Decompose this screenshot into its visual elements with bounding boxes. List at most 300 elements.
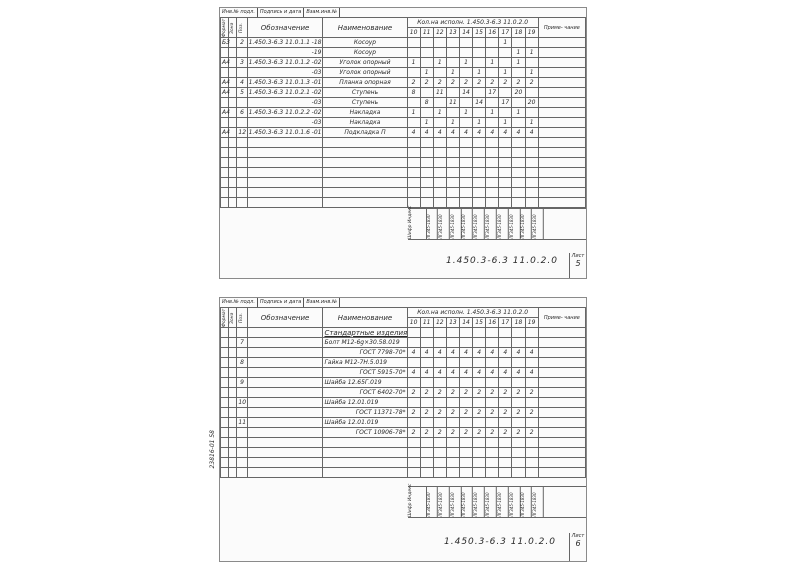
- cell-empty: [446, 198, 459, 208]
- cell-qty: [486, 398, 499, 408]
- cell-empty: [247, 468, 323, 478]
- variant-header: 18: [512, 28, 525, 38]
- cell-empty: [323, 138, 407, 148]
- cell-empty: [446, 138, 459, 148]
- cell-qty: [512, 358, 525, 368]
- col-qty: Кол.на исполн. 1.450.3-6.3 11.0.2.0: [407, 308, 538, 318]
- cell-qty: 4: [525, 348, 538, 358]
- cell-qty: [473, 38, 486, 48]
- col-note: Приме- чание: [538, 308, 585, 328]
- cell-pos: [237, 118, 247, 128]
- cell-qty: [420, 378, 433, 388]
- cell-empty: [538, 168, 585, 178]
- sheet-number: 5: [575, 259, 581, 268]
- cell-qty: [525, 418, 538, 428]
- cell-qty: [486, 378, 499, 388]
- cell-empty: [237, 448, 247, 458]
- designation-suffix: -01: [311, 128, 322, 136]
- cell-empty: [525, 448, 538, 458]
- cell-qty: 2: [433, 428, 446, 438]
- col-qty: Кол.на исполн. 1.450.3-6.3 11.0.2.0: [407, 18, 538, 28]
- cell-name: Накладка: [323, 108, 407, 118]
- cell-zone: [229, 368, 237, 378]
- cell-empty: [538, 178, 585, 188]
- cell-qty: [407, 398, 420, 408]
- cell-format: А4: [222, 58, 230, 66]
- cell-empty: [237, 148, 247, 158]
- cell-note: [538, 58, 585, 68]
- designation-text: 1.450.3-6.3 11.0.2.2: [248, 108, 310, 116]
- cell-empty: [420, 468, 433, 478]
- cell-qty: 4: [499, 368, 512, 378]
- cell-name: ГОСТ 5915-70*: [323, 368, 407, 378]
- cell-qty: [420, 38, 433, 48]
- designation-suffix: -02: [311, 58, 322, 66]
- cell-qty: [407, 118, 420, 128]
- stamp-label: Шифр: [408, 224, 413, 239]
- cell-qty: [525, 338, 538, 348]
- cell-empty: [237, 158, 247, 168]
- cell-format: [221, 368, 229, 378]
- cell-empty: [486, 468, 499, 478]
- cell-note: [538, 398, 585, 408]
- cell-empty: [538, 438, 585, 448]
- cell-zone: [229, 338, 237, 348]
- cell-qty: [446, 88, 459, 98]
- table-row-empty: [221, 168, 586, 178]
- cell-qty: 2: [499, 408, 512, 418]
- cell-name: Косоур: [323, 38, 407, 48]
- cell-format: [221, 378, 229, 388]
- cell-empty: [420, 458, 433, 468]
- designation-text: 1.450.3-6.3 11.0.1.2: [248, 58, 310, 66]
- cell-empty: [420, 178, 433, 188]
- cell-qty: [473, 58, 486, 68]
- cell-qty: 1: [499, 38, 512, 48]
- cell-designation: [247, 58, 323, 68]
- cell-qty: [486, 98, 499, 108]
- cell-qty: 2: [446, 408, 459, 418]
- cell-empty: [420, 168, 433, 178]
- cell-format: [221, 48, 229, 58]
- table-row: [221, 128, 586, 138]
- cell-empty: [525, 198, 538, 208]
- cell-empty: [512, 198, 525, 208]
- cell-zone: [229, 348, 237, 358]
- table-row: [221, 418, 586, 428]
- cell-qty: [433, 338, 446, 348]
- cell-empty: [486, 188, 499, 198]
- cell-empty: [446, 148, 459, 158]
- cell-format: [221, 348, 229, 358]
- cell-empty: [237, 138, 247, 148]
- cell-empty: [459, 148, 472, 158]
- designation-suffix: -03: [311, 68, 322, 76]
- cell-qty: 4: [459, 368, 472, 378]
- cell-name: Болт М12-6g×30.58.019: [323, 338, 407, 348]
- cell-empty: [407, 438, 420, 448]
- cell-empty: [420, 138, 433, 148]
- cell-qty: 2: [407, 408, 420, 418]
- cell-format: [221, 98, 229, 108]
- cell-empty: [323, 148, 407, 158]
- cell-qty: [486, 68, 499, 78]
- cell-empty: [459, 138, 472, 148]
- cell-zone: [229, 398, 237, 408]
- variant-header: 19: [525, 318, 538, 328]
- cell-note: [538, 48, 585, 58]
- cell-qty: 4: [407, 348, 420, 358]
- cell-empty: [525, 138, 538, 148]
- cell-format: [221, 398, 229, 408]
- cell-qty: [512, 38, 525, 48]
- cell-qty: [525, 58, 538, 68]
- cell-qty: 2: [512, 428, 525, 438]
- cell-zone: [229, 408, 237, 418]
- cell-qty: [407, 338, 420, 348]
- cell-empty: [247, 458, 323, 468]
- cell-empty: [499, 158, 512, 168]
- cell-qty: [473, 358, 486, 368]
- cell-note: [538, 118, 585, 128]
- cell-empty: [459, 178, 472, 188]
- cell-empty: [512, 468, 525, 478]
- cell-empty: [323, 458, 407, 468]
- cell-qty: [486, 38, 499, 48]
- cell-qty: 2: [486, 78, 499, 88]
- cell-designation: [247, 398, 323, 408]
- variant-header: 10: [407, 28, 420, 38]
- variant-header: 13: [446, 318, 459, 328]
- cell-qty: [525, 108, 538, 118]
- cell-qty: [420, 58, 433, 68]
- table-row: [221, 68, 586, 78]
- table-row-empty: [221, 458, 586, 468]
- cell-empty: [229, 138, 237, 148]
- cell-qty: [407, 38, 420, 48]
- cell-qty: [446, 58, 459, 68]
- cell-empty: [473, 458, 486, 468]
- cell-name: Подкладка П: [323, 128, 407, 138]
- cell-empty: [446, 188, 459, 198]
- stamp-code: ЛГ345-1830: [520, 209, 532, 239]
- cell-empty: [221, 468, 229, 478]
- cell-pos: 11: [238, 418, 247, 426]
- stamp-code: ЛГ345-1830: [438, 209, 450, 239]
- cell-qty: 1: [486, 108, 499, 118]
- cell-empty: [499, 458, 512, 468]
- cell-empty: [221, 188, 229, 198]
- cell-qty: 1: [433, 58, 446, 68]
- cell-empty: [459, 468, 472, 478]
- cell-qty: [459, 418, 472, 428]
- cell-name: Гайка М12-7Н.5.019: [323, 358, 407, 368]
- cell-empty: [525, 178, 538, 188]
- cell-empty: [538, 468, 585, 478]
- cell-name: Планка опорная: [323, 78, 407, 88]
- cell-empty: [433, 188, 446, 198]
- cell-qty: [420, 358, 433, 368]
- cell-empty: [525, 188, 538, 198]
- cell-empty: [446, 178, 459, 188]
- table-row: [221, 358, 586, 368]
- cell-pos: [237, 388, 247, 398]
- sheet-number-box: [569, 533, 586, 561]
- cell-empty: [473, 468, 486, 478]
- cell-designation: [247, 378, 323, 388]
- cell-qty: [499, 358, 512, 368]
- cell-empty: [459, 188, 472, 198]
- cell-qty: 1: [499, 68, 512, 78]
- cell-qty: 1: [525, 68, 538, 78]
- stamp-code: ЛГ345-1830: [532, 209, 544, 239]
- cell-empty: [221, 438, 229, 448]
- cell-qty: [473, 108, 486, 118]
- cell-designation: [247, 128, 323, 138]
- cell-pos: 6: [237, 108, 247, 118]
- col-pos: Поз.: [237, 18, 247, 38]
- cell-empty: [323, 188, 407, 198]
- cell-qty: [512, 418, 525, 428]
- cell-qty: [459, 358, 472, 368]
- stamp-code: ЛГ345-1830: [473, 209, 485, 239]
- cell-empty: [420, 188, 433, 198]
- cell-qty: 4: [486, 128, 499, 138]
- cell-qty: [420, 398, 433, 408]
- table-row-empty: [221, 138, 586, 148]
- cell-qty: 4: [407, 368, 420, 378]
- cell-qty: 4: [420, 128, 433, 138]
- cell-qty: [512, 118, 525, 128]
- cell-qty: 4: [486, 368, 499, 378]
- cell-name: Шайба 12.01.019: [323, 418, 407, 428]
- cell-qty: [433, 378, 446, 388]
- stamp-code: ЛГ345-1830: [426, 209, 438, 239]
- cell-qty: 2: [420, 428, 433, 438]
- cell-format: [221, 118, 229, 128]
- cell-qty: 2: [512, 388, 525, 398]
- strip-cell: Взам.инв.№: [304, 298, 340, 307]
- cell-empty: [525, 148, 538, 158]
- cell-empty: [459, 158, 472, 168]
- cell-pos: 10: [238, 398, 247, 406]
- cell-qty: 4: [459, 348, 472, 358]
- cell-qty: 1: [420, 68, 433, 78]
- cell-qty: [499, 338, 512, 348]
- cell-qty: 2: [473, 78, 486, 88]
- cell-empty: [237, 168, 247, 178]
- cell-qty: [499, 88, 512, 98]
- cell-qty: [473, 418, 486, 428]
- col-zone: Зона: [229, 308, 237, 328]
- cell-qty: 1: [473, 118, 486, 128]
- cell-note: [538, 38, 585, 48]
- cell-qty: [407, 358, 420, 368]
- cell-qty: [473, 378, 486, 388]
- cell-empty: [499, 188, 512, 198]
- cell-qty: 11: [433, 88, 446, 98]
- cell-zone: [229, 378, 237, 388]
- cell-qty: [433, 398, 446, 408]
- spec-table-2: [220, 307, 586, 478]
- cell-empty: [237, 178, 247, 188]
- cell-empty: [473, 178, 486, 188]
- cell-empty: [459, 198, 472, 208]
- cell-qty: [473, 48, 486, 58]
- cell-qty: [446, 378, 459, 388]
- cell-empty: [499, 148, 512, 158]
- variant-header: 12: [433, 28, 446, 38]
- cell-name: ГОСТ 11371-78*: [323, 408, 407, 418]
- strip-cell: Инв.№ подл.: [220, 298, 258, 307]
- cell-qty: 4: [486, 348, 499, 358]
- cell-empty: [407, 158, 420, 168]
- cell-qty: 11: [446, 98, 459, 108]
- cell-qty: [459, 118, 472, 128]
- cell-qty: 4: [420, 348, 433, 358]
- designation-text: 1.450.3-6.3 11.0.2.1: [248, 88, 310, 96]
- cell-pos: [237, 348, 247, 358]
- cell-qty: [407, 418, 420, 428]
- cell-qty: 1: [525, 118, 538, 128]
- cell-qty: 17: [499, 98, 512, 108]
- cell-qty: 1: [459, 108, 472, 118]
- strip-cell: Инв.№ подл.: [220, 8, 258, 17]
- designation-suffix: -19: [311, 48, 322, 56]
- cell-qty: [459, 338, 472, 348]
- stamp-code: ЛГ345-1830: [497, 487, 509, 517]
- cell-qty: 1: [459, 58, 472, 68]
- cell-empty: [499, 138, 512, 148]
- cell-qty: [459, 38, 472, 48]
- cell-empty: [221, 148, 229, 158]
- designation-suffix: -03: [311, 98, 322, 106]
- cell-empty: [229, 188, 237, 198]
- cell-name: Шайба 12.65Г.019: [323, 378, 407, 388]
- cell-empty: [538, 188, 585, 198]
- cell-empty: [237, 188, 247, 198]
- cell-empty: [420, 438, 433, 448]
- cell-qty: 4: [420, 368, 433, 378]
- stamp-code: ЛГ345-1830: [450, 487, 462, 517]
- cell-pos: [237, 368, 247, 378]
- cell-empty: [486, 438, 499, 448]
- cell-name: Шайба 12.01.019: [323, 398, 407, 408]
- cell-empty: [407, 458, 420, 468]
- cell-qty: [407, 48, 420, 58]
- cell-designation: [247, 388, 323, 398]
- cell-empty: [420, 148, 433, 158]
- variant-header: 17: [499, 28, 512, 38]
- cell-qty: 4: [446, 128, 459, 138]
- cell-designation: [247, 368, 323, 378]
- cell-qty: 2: [499, 388, 512, 398]
- cell-note: [538, 378, 585, 388]
- stamp-code: ЛГ345-1830: [485, 487, 497, 517]
- cell-qty: 8: [407, 88, 420, 98]
- cell-designation: [247, 348, 323, 358]
- cell-format: А4: [222, 108, 230, 116]
- cell-qty: [420, 108, 433, 118]
- cell-designation: [247, 98, 323, 108]
- cell-qty: [499, 378, 512, 388]
- col-zone: Зона: [229, 18, 237, 38]
- cell-qty: 2: [433, 408, 446, 418]
- cell-pos: 3: [237, 58, 247, 68]
- table-row-empty: [221, 468, 586, 478]
- cell-empty: [323, 158, 407, 168]
- cell-empty: [446, 158, 459, 168]
- cell-qty: [459, 378, 472, 388]
- cell-empty: [229, 178, 237, 188]
- cell-empty: [323, 198, 407, 208]
- cell-qty: 4: [473, 368, 486, 378]
- cell-designation: [247, 358, 323, 368]
- cell-designation: [247, 428, 323, 438]
- cell-qty: 4: [473, 348, 486, 358]
- cell-empty: [229, 458, 237, 468]
- designation-suffix: -18: [311, 38, 322, 46]
- table-row-empty: [221, 158, 586, 168]
- cell-empty: [459, 438, 472, 448]
- cell-empty: [486, 168, 499, 178]
- cell-designation: [247, 68, 323, 78]
- table-row: [221, 368, 586, 378]
- cell-pos: 7: [237, 338, 247, 348]
- cell-qty: 2: [512, 408, 525, 418]
- cell-pos: 4: [237, 78, 247, 88]
- cell-note: [538, 108, 585, 118]
- cell-qty: 1: [499, 118, 512, 128]
- cell-empty: [525, 438, 538, 448]
- cell-pos: 12: [238, 128, 247, 136]
- title-block-2: [408, 483, 586, 561]
- cell-qty: [433, 358, 446, 368]
- designation-suffix: -02: [311, 108, 322, 116]
- cell-qty: 8: [420, 98, 433, 108]
- col-note: Приме- чание: [538, 18, 585, 38]
- cell-qty: 4: [499, 128, 512, 138]
- cell-format: А4: [222, 78, 230, 86]
- sheet-number-box: [569, 253, 586, 278]
- cell-empty: [525, 468, 538, 478]
- cell-qty: 1: [407, 108, 420, 118]
- cell-format: [221, 358, 229, 368]
- cell-qty: 4: [446, 368, 459, 378]
- cell-empty: [247, 188, 323, 198]
- variant-header: 15: [473, 318, 486, 328]
- cell-empty: [433, 158, 446, 168]
- cell-qty: [420, 418, 433, 428]
- cell-qty: 1: [525, 48, 538, 58]
- cell-empty: [486, 458, 499, 468]
- cell-designation: [247, 418, 323, 428]
- col-name: Наименование: [323, 308, 407, 328]
- cell-name: ГОСТ 10906-78*: [323, 428, 407, 438]
- table-row: [221, 88, 586, 98]
- table-row-empty: [221, 178, 586, 188]
- cell-empty: [538, 458, 585, 468]
- cell-note: [538, 348, 585, 358]
- cell-empty: [221, 448, 229, 458]
- variant-header: 16: [486, 318, 499, 328]
- cell-empty: [407, 178, 420, 188]
- cell-qty: [433, 118, 446, 128]
- table-row: [221, 378, 586, 388]
- cell-empty: [499, 438, 512, 448]
- cell-qty: [459, 68, 472, 78]
- cell-qty: 1: [512, 58, 525, 68]
